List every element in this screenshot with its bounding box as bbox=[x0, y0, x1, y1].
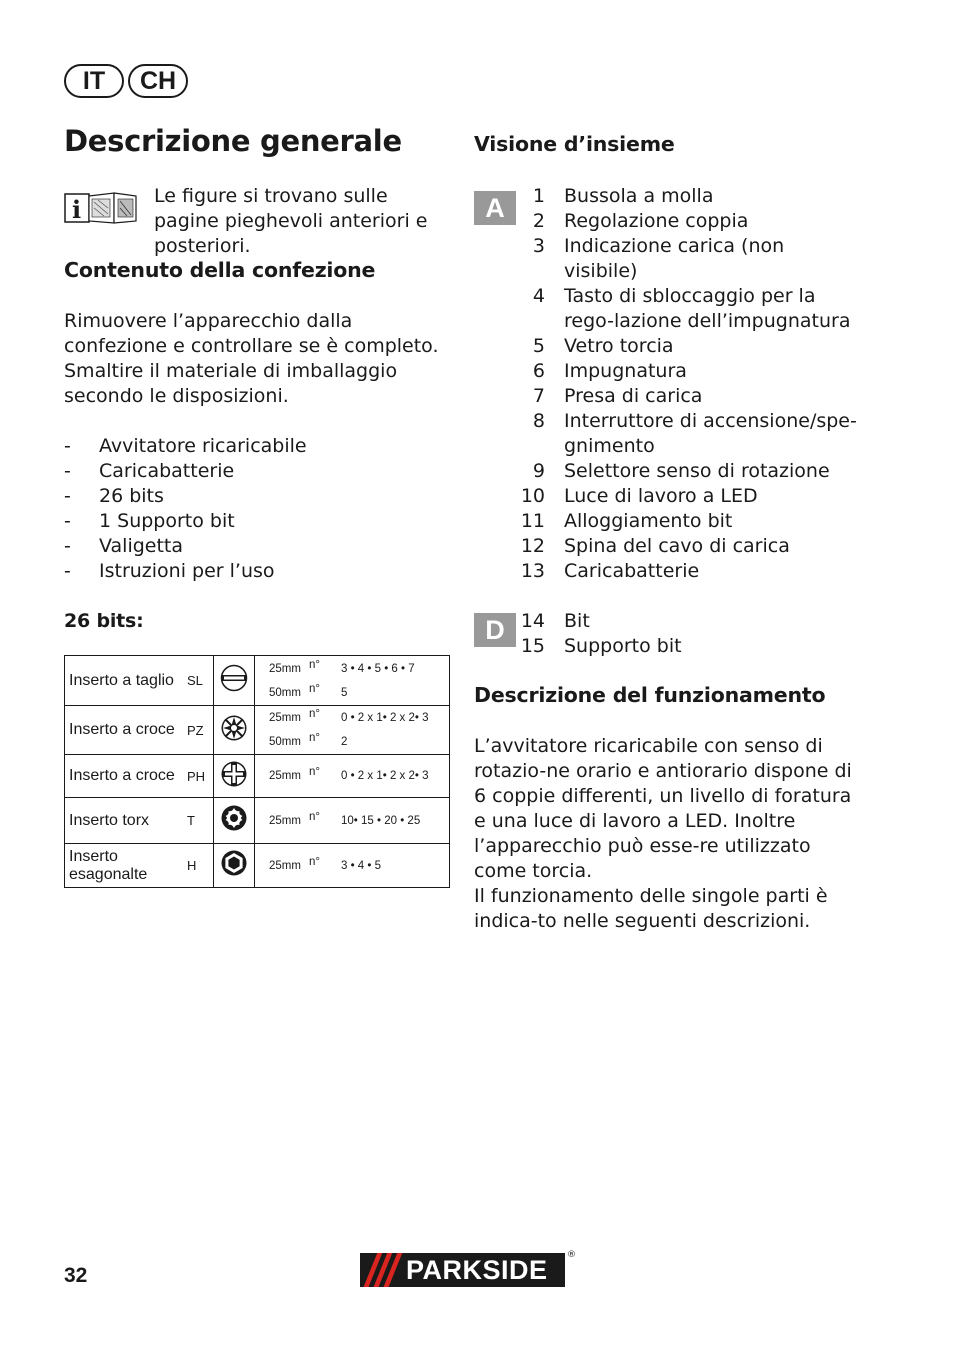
lang-badge-it: IT bbox=[64, 64, 124, 98]
list-item: 8 Interruttore di accensione/spe-gnimento bbox=[532, 410, 857, 457]
function-text bbox=[474, 734, 859, 934]
package-paragraph-2: Smaltire il materiale di imballaggio secondo le disposizioni. bbox=[64, 360, 398, 407]
size-row: 25mm n° 10• 15 • 20 • 25 bbox=[269, 810, 421, 827]
list-item: 2 Regolazione coppia bbox=[532, 210, 749, 232]
bit-name: Inserto esagonalte bbox=[65, 844, 188, 888]
list-item: - Avvitatore ricaricabile bbox=[64, 435, 307, 457]
function-paragraph-1: L’avvitatore ricaricabile con senso di rotazio-ne orario e antiorario dispone di 6 coppie differenti, un livello di foratura e una luce di lavoro a LED. Inoltre l’apparecchio può esse-re utilizzato come torcia. bbox=[474, 735, 852, 882]
page-number: 32 bbox=[64, 1264, 88, 1287]
list-item: 10 Luce di lavoro a LED bbox=[520, 485, 758, 507]
list-item: 9 Selettore senso di rotazione bbox=[532, 460, 830, 482]
phillips-bit-icon bbox=[220, 760, 248, 788]
function-paragraph-2: Il funzionamento delle singole parti è indica-to nelle seguenti descrizioni. bbox=[474, 885, 828, 932]
bits-table bbox=[64, 655, 450, 888]
pozidriv-bit-icon bbox=[220, 714, 248, 742]
size-row: 25mm n° 0 • 2 x 1• 2 x 2• 3 bbox=[269, 766, 429, 782]
page-title: Descrizione generale bbox=[64, 124, 402, 158]
package-contents-list bbox=[64, 434, 454, 584]
list-item: 3 Indicazione carica (non visibile) bbox=[532, 235, 785, 282]
overview-heading: Visione d’insieme bbox=[474, 132, 675, 156]
size-row: 50mm n° 2 bbox=[269, 732, 348, 748]
list-item: - Istruzioni per l’uso bbox=[64, 560, 275, 582]
bit-name: Inserto a taglio bbox=[65, 656, 188, 706]
package-paragraph-1: Rimuovere l’apparecchio dalla confezione e controllare se è completo. bbox=[64, 310, 439, 357]
bit-code: T bbox=[187, 798, 214, 844]
bit-code: SL bbox=[187, 656, 214, 706]
list-item: 14 Bit bbox=[520, 610, 590, 632]
table-row bbox=[65, 798, 450, 844]
list-item: - Valigetta bbox=[64, 535, 184, 557]
function-heading: Descrizione del funzionamento bbox=[474, 683, 826, 707]
size-row: 25mm n° 3 • 4 • 5 • 6 • 7 bbox=[269, 658, 415, 675]
info-icon bbox=[64, 190, 138, 226]
torx-bit-icon bbox=[220, 804, 248, 832]
list-item: 5 Vetro torcia bbox=[532, 335, 674, 357]
bits-heading: 26 bits: bbox=[64, 610, 144, 632]
info-note: Le figure si trovano sulle pagine pieghevoli anteriori e posteriori. bbox=[154, 185, 428, 257]
bit-code: PZ bbox=[187, 706, 214, 755]
parkside-logo bbox=[360, 1250, 576, 1287]
bit-name: Inserto a croce bbox=[65, 755, 188, 798]
svg-text:i: i bbox=[72, 195, 82, 224]
logo-stripes-icon bbox=[360, 1253, 404, 1287]
list-item: - 1 Supporto bit bbox=[64, 510, 235, 532]
size-row: 25mm n° 3 • 4 • 5 bbox=[269, 855, 382, 872]
list-item: 4 Tasto di sbloccaggio per la rego-lazione dell’impugnatura bbox=[532, 285, 851, 332]
table-row bbox=[65, 656, 450, 706]
table-row bbox=[65, 844, 450, 888]
size-row: 50mm n° 5 bbox=[269, 682, 348, 699]
list-item: - Caricabatterie bbox=[64, 460, 235, 482]
size-row: 25mm n° 0 • 2 x 1• 2 x 2• 3 bbox=[269, 708, 429, 724]
list-item: 7 Presa di carica bbox=[532, 385, 703, 407]
logo-registered-mark: ® bbox=[567, 1250, 576, 1260]
list-item: 12 Spina del cavo di carica bbox=[520, 535, 790, 557]
bit-code: PH bbox=[187, 755, 214, 798]
bit-name: Inserto a croce bbox=[65, 706, 188, 755]
lang-badge-ch: CH bbox=[128, 64, 188, 98]
list-item: 11 Alloggiamento bit bbox=[520, 510, 733, 532]
logo-text: PARKSIDE bbox=[406, 1254, 548, 1285]
list-item: - 26 bits bbox=[64, 485, 164, 507]
package-text bbox=[64, 309, 454, 409]
bit-name: Inserto torx bbox=[65, 798, 188, 844]
slotted-bit-icon bbox=[220, 664, 248, 692]
section-badge-d: D bbox=[474, 613, 516, 647]
table-row bbox=[65, 706, 450, 755]
package-heading: Contenuto della confezione bbox=[64, 258, 376, 282]
list-item: 1 Bussola a molla bbox=[532, 185, 714, 207]
hex-bit-icon bbox=[220, 849, 248, 877]
list-item: 15 Supporto bit bbox=[520, 635, 682, 657]
list-item: 13 Caricabatterie bbox=[520, 560, 700, 582]
overview-list-a bbox=[474, 184, 866, 584]
list-item: 6 Impugnatura bbox=[532, 360, 687, 382]
table-row bbox=[65, 755, 450, 798]
section-badge-a: A bbox=[474, 191, 516, 225]
bit-code: H bbox=[187, 844, 214, 888]
overview-list-d bbox=[474, 609, 864, 659]
